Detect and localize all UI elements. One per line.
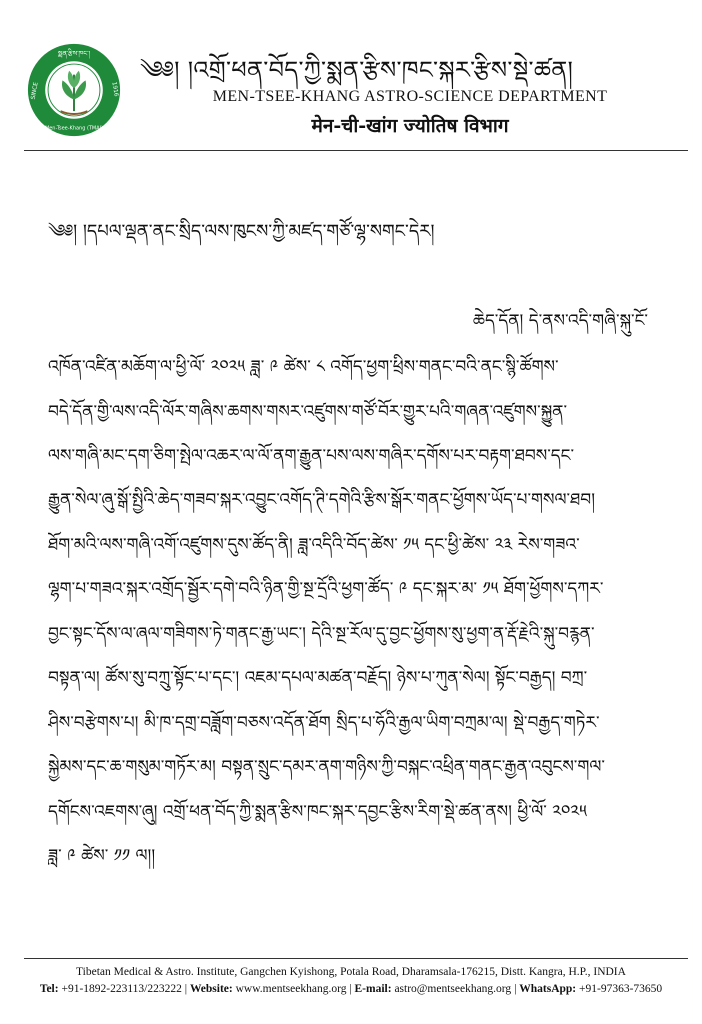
body-line: བྱང་སྟང་དོས་ལ་ཞལ་གཟིགས་ཏེ་གནང་རྒྱ་ཡང་། དེའི་སྔ་རོལ་དུ་བྱང་ཕྱོགས་སུ་ཕྱག་ན་རྡོ་རྗེའི་སྐུ་བརྙན་: [48, 624, 595, 644]
logo-year-text: 1916: [110, 81, 119, 98]
separator: |: [184, 983, 188, 995]
footer-address: Tibetan Medical & Astro. Institute, Gangchen Kyishong, Potala Road, Dharamsala-176215, Distt. Kangra, H.P., INDIA: [76, 966, 626, 978]
header-tibetan-title: ༄༅། །འགྲོ་ཕན་བོད་ཀྱི་སྨན་རྩིས་ཁང་སྐར་རྩིས་སྡེ་ཚན།: [140, 56, 574, 84]
body-line: ཐོག་མའི་ལས་གཞི་འགོ་འཛུགས་དུས་ཚོད་ནི། ཟླ་འདིའི་བོད་ཚེས་ ༡༥ དང་ཕྱི་ཚེས་ ༢༣ རེས་གཟའ་: [48, 535, 580, 555]
body-line: རྒྱུན་སེལ་ཞུ་སྒོ་སྤྱིའི་ཆེད་གཟབ་སྐར་འབྱུང་འགོད་ཊི་དགེའི་རྩིས་སྒོར་གནང་ཕྱོགས་ཡོད་པ་གསལ་ཐབ།: [48, 490, 595, 510]
email-link[interactable]: astro@mentseekhang.org: [394, 983, 512, 995]
body-line: ཤིས་བརྩེགས་པ། མི་ཁ་དགྲ་བཟློག་བཅས་འདོན་ཐོག སྲིད་པ་ཧོའི་རྒྱལ་ཡིག་བཀྲམ་ལ། སྡེ་བརྒྱད་གཏེར་: [48, 713, 600, 733]
whatsapp-value: +91-97363-73650: [579, 983, 663, 995]
tel-value: +91-1892-223113/223222: [61, 983, 182, 995]
body-line: བདེ་དོན་གྱི་ལས་འདི་ལོར་གཞིས་ཆགས་གསར་འཛུགས་གཙོ་བོར་གྱུར་པའི་གཞན་འཛུགས་སྐྱུན་: [48, 402, 568, 422]
separator: |: [514, 983, 517, 995]
header-divider: [24, 150, 688, 151]
body-line: བསྟན་ལ། ཚོས་སུ་བཀྲུ་སྟོང་པ་དང་། འཇམ་དཔལ་མཚན་བརྗོད། ཉེས་པ་ཀུན་སེལ། སྟོང་བརྒྱད། བཀྲ་: [48, 668, 588, 688]
whatsapp-label: WhatsApp:: [519, 983, 577, 995]
header-english-title: MEN-TSEE-KHANG ASTRO-SCIENCE DEPARTMENT: [212, 88, 608, 105]
footer-contact: [0, 983, 702, 995]
letter-subject-line: ཆེད་དོན། དེ་ནས་འདི་གཞི་སྐུ་ངོ་: [472, 311, 648, 331]
institute-logo: [26, 42, 122, 138]
logo-since-text: SINCE: [30, 81, 40, 100]
website-label: Website:: [189, 983, 233, 995]
body-line: སྐྱེམས་དང་ཆ་གསུམ་གཏོར་མ། བསྟན་སྲུང་དམར་ནག་གཉིས་ཀྱི་བསྐང་འཕྲིན་གནང་རྒྱན་འབུངས་གལ་: [48, 757, 605, 777]
email-label: E-mail:: [354, 983, 392, 995]
body-line: དགོངས་འཇགས་ཞུ། འགྲོ་ཕན་བོད་ཀྱི་སྨན་རྩིས་ཁང་སྐར་དབྱང་རྩིས་རིག་སྡེ་ཚན་ནས། ཕྱི་ལོ་ ༢༠༢༥: [48, 802, 587, 822]
logo-name-text: Men-Tsee-Khang (TMAI): [44, 125, 104, 132]
footer-divider: [24, 958, 688, 959]
tel-label: Tel:: [39, 983, 59, 995]
logo-tibetan-text: སྨན་རྩིས་ཁང་།: [57, 49, 91, 58]
body-line: ལྷག་པ་གཟའ་སྐར་འགྲོད་སྦྱོར་དགེ་བའི་ཉིན་གྱི་སྔ་དྲོའི་ཕྱག་ཚོད་ ༩ དང་སྐར་མ་ ༡༥ ཐོག་ཕྱོགས་དཀར་: [48, 579, 604, 599]
body-line: ལས་གཞི་མང་དག་ཅིག་སྤེལ་འཆར་ལ་ལོ་ནག་རྒྱུན་པས་ལས་གཞིར་དགོས་པར་བརྟག་ཐབས་དང་: [48, 446, 575, 466]
letter-salutation: ༄༅། །དཔལ་ལྡན་ནང་སྲིད་ལས་ཁུངས་ཀྱི་མཛད་གཙོ་ལྷ་སགང་དེར།: [48, 221, 435, 242]
website-link[interactable]: www.mentseekhang.org: [235, 983, 347, 995]
separator: |: [349, 983, 352, 995]
body-line: འཁོན་འཛིན་མཆོག་ལ་ཕྱི་ལོ་ ༢༠༢༥ ཟླ་ ༩ ཚེས་ ༨ འགོད་ཕྱག་ཕྲིས་གནང་བའི་ནང་སྙི་ཚོགས་: [48, 357, 559, 377]
header-hindi-title: मेन-ची-खांग ज्योतिष विभाग: [311, 115, 509, 137]
body-line: ཟླ་ ༩ ཚེས་ ༡༡ ལ།།: [48, 846, 156, 866]
